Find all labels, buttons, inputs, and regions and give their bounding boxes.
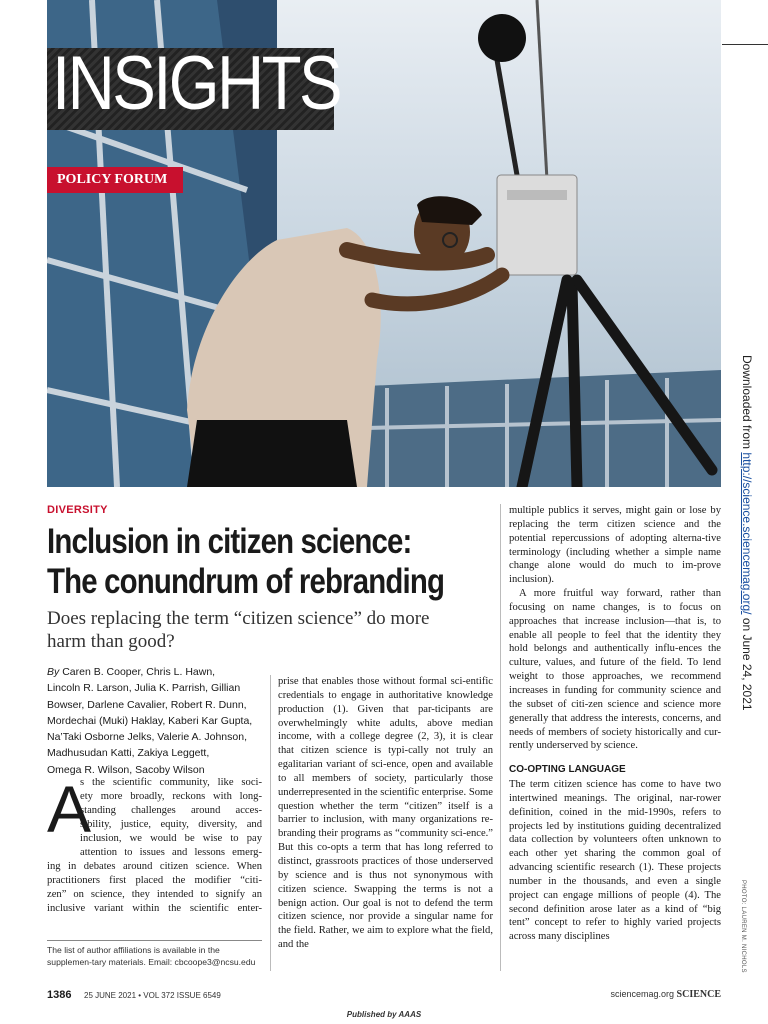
download-notice — [736, 355, 756, 711]
body-column-3 — [509, 504, 721, 944]
author-line: Na’Taki Osborne Jelks, Valerie A. Johnson, — [47, 731, 247, 744]
body-line: inclusive variant within the scientific enter- — [47, 903, 262, 914]
byline-by: By — [47, 666, 60, 678]
publisher-line: Published by AAAS — [346, 1010, 422, 1019]
body-line: ety more broadly, reckons with long- — [80, 791, 262, 802]
download-date: on June 24, 2021 — [740, 614, 754, 711]
article-kicker: DIVERSITY — [47, 504, 108, 516]
body-line: zen” on science, they intended to signify an — [47, 889, 262, 900]
journal-name: SCIENCE — [676, 989, 721, 1000]
column-divider — [270, 675, 271, 971]
photo-credit — [738, 880, 748, 980]
header-rule — [722, 44, 768, 45]
body-line: practitioners first placed the modifier “citi- — [47, 875, 262, 886]
body-line: attention to issues and lessons emerg- — [80, 847, 262, 858]
byline-line — [47, 664, 262, 680]
body-column-2 — [278, 675, 493, 952]
section-title: INSIGHTS — [52, 41, 341, 126]
body-line: standing challenges around acces- — [80, 805, 262, 816]
body-line: ing in debates around citizen science. When — [47, 861, 262, 872]
section-heading: CO-OPTING LANGUAGE — [509, 764, 626, 776]
photo-credit-text: PHOTO: LAUREN M. NICHOLS — [740, 880, 746, 973]
policy-forum-badge: POLICY FORUM — [47, 167, 183, 193]
paragraph: prise that enables those without formal sci-entific credentials to engage in authoritative knowledge production (1). Given that par-ticipants are overwhelmingly white adults, above median income, with a college degree (2, 3), it is clear that citizen science is typi-cally not truly an egalitarian variant of sci-ence, open and available to all members of society, particularly those underrepresented in the scientific enterprise. Some question whether the term “citizen” itself is a barrier to inclusion, with many organizations re-branding their programs as “community sci-ence.” But this co-opts a term that has long referred to distinct, grassroots practices of those underserved by science and is thus not synonymous with citizen science. Swapping the terms is not a benign action. Our goal is not to defend the term citizen science, nor provide a singular name for the field. Rather, we aim to explore what the field, and the — [278, 676, 493, 951]
download-link[interactable]: http://science.sciencemag.org/ — [740, 452, 754, 615]
body-line: sibility, justice, equity, diversity, and — [80, 819, 262, 830]
author-line: Lincoln R. Larson, Julia K. Parrish, Gillian — [47, 682, 241, 695]
paragraph: A more fruitful way forward, rather than focusing on name changes, is to focus on approaches that increase inclusion—that is, to enable all people to feel that the identity they hold belongs and authentically influ-ences the culture, values, and future of the field. To lend weight to those approaches, we recommend increases in funding for community science and the subset of citi-zen science and science more generally that address the interests, concerns, and needs of members of society historically and cur-rently underserved by science. — [509, 588, 721, 752]
article-subtitle: Does replacing the term “citizen science” do more harm than good? — [47, 608, 430, 652]
journal-site: sciencemag.org — [610, 989, 675, 999]
footnote-rule — [47, 940, 262, 941]
paragraph: The term citizen science has come to have two intertwined meanings. The original, nar-rower definition, coined in the mid-1990s, refers to projects led by institutions guiding decentralized data collection by volunteers often unknown to each other yet sharing the common goal of advancing scientific research (1). These projects number in the thousands, and even a single project can engage millions of people (4). The second definition arose later as a kind of “big tent” concept to refer to highly varied projects across many disciplines — [509, 779, 721, 943]
issue-dateline: 25 JUNE 2021 • VOL 372 ISSUE 6549 — [84, 991, 221, 1000]
body-line: s the scientific community, like soci- — [80, 777, 262, 788]
column-divider — [500, 504, 501, 971]
headline-line-1: Inclusion in citizen science: — [47, 522, 412, 561]
download-prefix: Downloaded from — [740, 355, 754, 453]
author-line: Caren B. Cooper, Chris L. Hawn, — [62, 666, 216, 678]
author-line: Omega R. Wilson, Sacoby Wilson — [47, 763, 205, 776]
footnote: The list of author affiliations is available in the supplemen-tary materials. Email: cbcoope3@ncsu.edu — [47, 945, 256, 967]
author-line: Madhusudan Katti, Zakiya Leggett, — [47, 747, 210, 760]
author-line: Bowser, Darlene Cavalier, Robert R. Dunn, — [47, 698, 247, 711]
byline — [47, 664, 262, 778]
author-line: Mordechai (Muki) Haklay, Kaberi Kar Gupta, — [47, 714, 253, 727]
body-line: inclusion, we would be wise to pay — [80, 833, 262, 844]
headline-line-2: The conundrum of rebranding — [47, 562, 445, 601]
journal-footer — [580, 989, 721, 1000]
page-number: 1386 — [47, 989, 72, 1001]
drop-cap: A — [47, 772, 92, 846]
paragraph: multiple publics it serves, might gain or lose by replacing the term citizen science and the potential repercussions of adopting alterna-tive terminology (including whether a simple name change alone would do much to im-prove inclusion). — [509, 505, 721, 586]
